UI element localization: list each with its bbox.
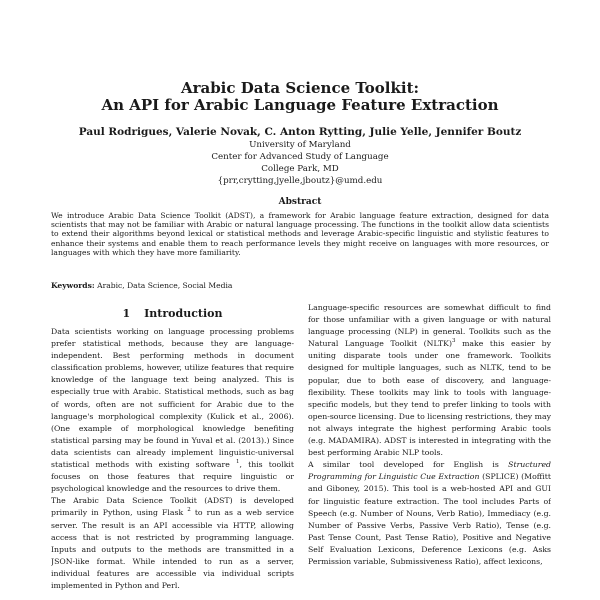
- intro-p3-text-a: Language-specific resources are somewhat difficult to find for those unfamiliar with a given language or with natural language processing (NLP) in general. Toolkits such as the Natural Language Toolkit (NLTK): [308, 303, 551, 349]
- keywords-list: Arabic, Data Science, Social Media: [94, 281, 233, 290]
- paper-title-line-2: An API for Arabic Language Feature Extraction: [101, 96, 499, 114]
- affiliation-university: University of Maryland: [249, 140, 351, 150]
- intro-p2-text-a: The Arabic Data Science Toolkit (ADST) is developed primarily in Python, using Flask: [51, 496, 294, 518]
- intro-p2-text-b: to run as a web service server. The result is an API accessible via HTTP, allowing access that is not restricted by programming language. Inputs and outputs to the methods are transmitted in a JSON-like format. While intended to run as a server, individual features are accessible via individual scripts implemented in Python and Perl.: [51, 508, 294, 590]
- affiliation-emails: {prr,crytting,jyelle,jboutz}@umd.edu: [217, 176, 383, 186]
- intro-paragraph-1: [51, 326, 294, 495]
- intro-paragraph-3: [308, 302, 551, 459]
- footnote-marker-3: 3: [451, 338, 456, 345]
- splice-title-italic: Structured Programming for Linguistic Cue Extraction: [308, 460, 551, 482]
- footnote-marker-2: 2: [187, 507, 191, 514]
- abstract-heading: Abstract: [278, 197, 322, 207]
- keywords-line: [51, 281, 549, 290]
- right-column: [308, 302, 551, 600]
- intro-p1-text-a: Data scientists working on language processing problems prefer statistical methods, because they are language-independent. Best performing methods in document classification problems, however, utilize features that require knowledge of the language text being analyzed. This is especially true with Arabic. Statistical methods, such as bag of words, often are not sufficient for Arabic due to the language's morphological complexity (Kulick et al., 2006). (One example of morphological knowledge benefiting statistical parsing may be found in Yuval et al. (2013).) Since data scientists can already implement linguistic-universal statistical methods with existing software: [51, 327, 294, 470]
- intro-p4-text-a: A similar tool developed for English is: [308, 460, 509, 470]
- intro-p3-text-b: make this easier by uniting disparate tools under one framework. Toolkits designed for multiple languages, such as NLTK, tend to be popular, due to both ease of discovery, and language-flexibility. These toolkits may link to tools with language-specific models, but they tend to prefer linking to tools with open-source licensing. Due to licensing restrictions, they may not always integrate the highest performing Arabic tools (e.g. MADAMIRA). ADST is interested in integrating with the best performing Arabic NLP tools.: [308, 339, 551, 458]
- keywords-label: Keywords:: [51, 281, 95, 290]
- section-number: 1: [122, 307, 131, 320]
- author-list: Paul Rodrigues, Valerie Novak, C. Anton Rytting, Julie Yelle, Jennifer Boutz: [78, 126, 522, 138]
- affiliation-center: Center for Advanced Study of Language: [211, 152, 389, 162]
- intro-p4-text-b: (SPLICE) (Moffitt and Giboney, 2015). This tool is a web-hosted API and GUI for linguistic feature extraction. The tool includes Parts of Speech (e.g. Number of Nouns, Verb Ratio), Immediacy (e.g. Number of Passive Verbs, Passive Verb Ratio), Tense (e.g. Past Tense Count, Past Tense Ratio), Positive and Negative Self Evaluation Lexicons, Deference Lexicons (e.g. Asks Permission variable, Submissiveness Ratio), affect lexicons,: [308, 472, 551, 566]
- section-heading-introduction: [51, 307, 294, 320]
- footnote-marker-1: 1: [235, 459, 240, 466]
- intro-paragraph-2: [51, 495, 294, 592]
- paper-title-line-1: Arabic Data Science Toolkit:: [180, 79, 420, 97]
- intro-paragraph-4: [308, 459, 551, 568]
- abstract-text: We introduce Arabic Data Science Toolkit (ADST), a framework for Arabic language feature extraction, designed for data scientists that may not be familiar with Arabic or natural language processing. The functions in the toolkit allow data scientists to extend their algorithms beyond lexical or statistical methods and leverage Arabic-specific linguistic and stylistic features to enhance their systems and enable them to reach performance levels they might receive on languages with more resources, or languages with which they have more familiarity.: [51, 211, 549, 257]
- section-title: Introduction: [144, 307, 223, 320]
- left-column: [51, 326, 294, 600]
- affiliation-location: College Park, MD: [261, 164, 339, 174]
- intro-p1-text-b: , this toolkit focuses on those features that require linguistic or psychological knowledge and the resources to drive them.: [51, 460, 294, 494]
